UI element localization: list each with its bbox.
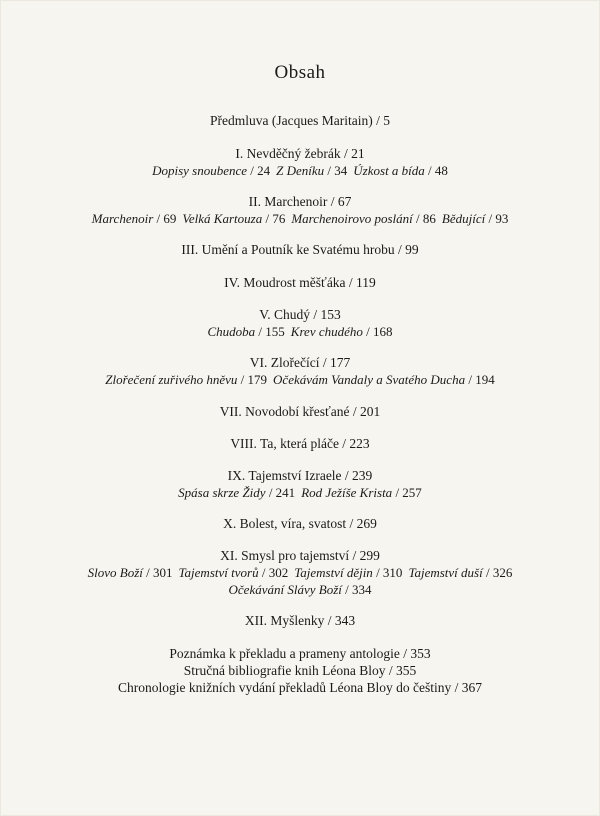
subsection-entry [353,163,448,178]
toc-preface: Předmluva (Jacques Maritain) / 5 [210,113,390,128]
subsection-entry [291,211,436,226]
chapter-heading: I. Nevděčný žebrák / 21 [235,146,365,161]
toc-chapter-4 [0,274,600,291]
subsection-page: / 34 [324,163,348,178]
chapter-subsections [0,371,600,388]
subsection-entry [442,211,508,226]
toc-chapter-8 [0,435,600,452]
subsection-title: Marchenoir [91,211,154,226]
chapter-heading: XII. Myšlenky / 343 [244,613,356,628]
chapter-heading: X. Bolest, víra, svatost / 269 [223,516,377,531]
subsection-title: Marchenoirovo poslání [291,211,413,226]
subsection-page: / 86 [412,211,436,226]
subsection-entry [273,372,495,387]
subsection-page: / 257 [392,485,422,500]
subsection-title: Chudoba [207,324,256,339]
toc-chapter-6 [0,354,600,388]
subsection-page: / 334 [341,582,372,597]
subsection-entry [152,163,270,178]
subsection-page: / 301 [142,565,173,580]
subsection-title: Z Deníku [276,163,325,178]
subsection-entry [301,485,422,500]
chapter-subsections [0,564,600,581]
toc-chapter-3 [0,241,600,258]
chapter-heading: III. Umění a Poutník ke Svatému hrobu / 99 [181,242,419,257]
chapter-heading: XI. Smysl pro tajemství / 299 [220,548,380,563]
subsection-entry [408,565,512,580]
toc-appendix-1: Poznámka k překladu a prameny antologie / 353 [169,646,431,661]
chapter-heading: VIII. Ta, která pláče / 223 [230,436,370,451]
subsection-title: Tajemství duší [408,565,483,580]
subsection-entry [182,211,285,226]
subsection-entry [291,324,393,339]
toc-chapter-7 [0,403,600,420]
toc-chapter-2 [0,193,600,227]
subsection-title: Spása skrze Židy [178,485,266,500]
toc-appendix-2: Stručná bibliografie knih Léona Bloy / 355 [183,663,417,678]
subsection-page: / 24 [247,163,271,178]
subsection-title: Tajemství tvorů [178,565,259,580]
subsection-title: Velká Kartouza [182,211,263,226]
subsection-page: / 168 [362,324,393,339]
subsection-entry [229,582,372,597]
subsection-entry [276,163,347,178]
chapter-heading: IV. Moudrost měšťáka / 119 [224,275,376,290]
subsection-page: / 310 [372,565,403,580]
chapter-heading: II. Marchenoir / 67 [248,194,352,209]
chapter-heading: IX. Tajemství Izraele / 239 [227,468,373,483]
subsection-title: Tajemství dějin [294,565,373,580]
chapter-heading: VI. Zlořečící / 177 [249,355,351,370]
toc-chapter-11 [0,547,600,598]
subsection-page: / 241 [265,485,296,500]
subsection-page: / 302 [258,565,289,580]
toc-chapter-1 [0,145,600,179]
subsection-entry [92,211,177,226]
subsection-title: Očekávání Slávy Boží [228,582,342,597]
subsection-entry [105,372,267,387]
toc-chapter-10 [0,515,600,532]
subsection-page: / 194 [465,372,495,387]
subsection-entry [294,565,402,580]
subsection-page: / 155 [255,324,285,339]
subsection-page: / 48 [424,163,448,178]
subsection-page: / 93 [485,211,509,226]
chapter-heading: V. Chudý / 153 [259,307,341,322]
subsection-title: Slovo Boží [87,565,143,580]
subsection-page: / 326 [482,565,513,580]
chapter-subsections [0,484,600,501]
subsection-page: / 179 [237,372,268,387]
page-title: Obsah [274,62,326,83]
subsection-title: Zlořečení zuřivého hněvu [105,372,238,387]
subsection-title: Rod Ježíše Krista [301,485,393,500]
chapter-heading: VII. Novodobí křesťané / 201 [219,404,381,419]
subsection-title: Bědující [441,211,486,226]
subsection-page: / 69 [153,211,177,226]
toc-chapter-5 [0,306,600,340]
subsection-page: / 76 [262,211,286,226]
subsection-entry [88,565,173,580]
subsection-title: Krev chudého [290,324,363,339]
toc-chapter-9 [0,467,600,501]
toc-appendix-3: Chronologie knižních vydání překladů Léona Bloy do češtiny / 367 [117,680,483,695]
subsection-entry [179,565,289,580]
toc-chapter-12 [0,612,600,629]
chapter-subsections [0,210,600,227]
subsection-title: Úzkost a bída [353,163,425,178]
subsection-entry [178,485,295,500]
subsection-entry [208,324,285,339]
chapter-subsections-cont [0,581,600,598]
subsection-title: Dopisy snoubence [152,163,248,178]
subsection-title: Očekávám Vandaly a Svatého Ducha [273,372,466,387]
chapter-subsections [0,162,600,179]
chapter-subsections [0,323,600,340]
